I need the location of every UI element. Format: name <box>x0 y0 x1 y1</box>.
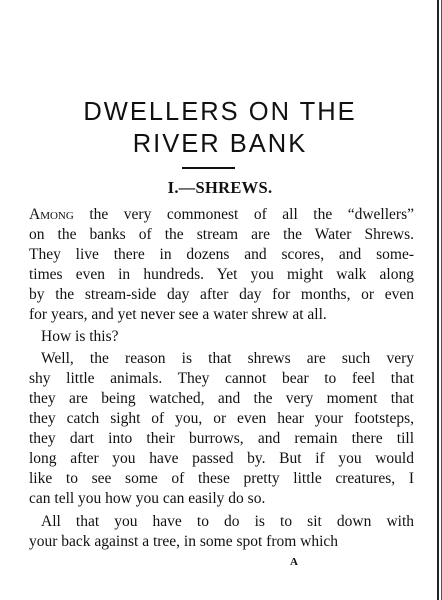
text-line: they are being watched, and the very moment that <box>29 390 414 407</box>
text-line: can tell you how you can easily do so. <box>29 490 266 507</box>
section-heading: I.—SHREWS. <box>167 178 273 197</box>
text-line: They live there in dozens and scores, and some- <box>29 246 414 263</box>
title-divider <box>182 167 235 169</box>
text-line: for years, and yet never see a water shrew at all. <box>29 306 327 323</box>
text-line: they catch sight of you, or even hear your footsteps, <box>29 410 414 427</box>
chapter-title-line-1: DWELLERS ON THE <box>83 98 357 126</box>
text-line: How is this? <box>41 328 119 345</box>
page-edge-shadow <box>437 0 439 600</box>
text-line: shy little animals. They cannot bear to feel that <box>29 370 414 387</box>
printer-signature-mark: A <box>290 556 298 568</box>
text-line: times even in hundreds. Yet you might walk along <box>29 266 414 283</box>
drop-word: Among <box>29 206 74 223</box>
text-line: like to see some of these pretty little creatures, I <box>29 470 414 487</box>
text-line: by the stream-side day after day for months, or even <box>29 286 414 303</box>
text-line: Well, the reason is that shrews are such very <box>41 350 414 367</box>
text-line: they dart into their burrows, and remain there till <box>29 430 414 447</box>
chapter-title-line-2: RIVER BANK <box>132 130 308 158</box>
text-line: All that you have to do is to sit down with <box>41 513 414 530</box>
text-line <box>29 205 414 225</box>
text-line: your back against a tree, in some spot from which <box>29 533 339 550</box>
text-line-content: the very commonest of all the “dwellers” <box>73 206 414 223</box>
text-line: long after you have passed by. But if you would <box>29 450 414 467</box>
text-line: on the banks of the stream are the Water Shrews. <box>29 226 414 243</box>
